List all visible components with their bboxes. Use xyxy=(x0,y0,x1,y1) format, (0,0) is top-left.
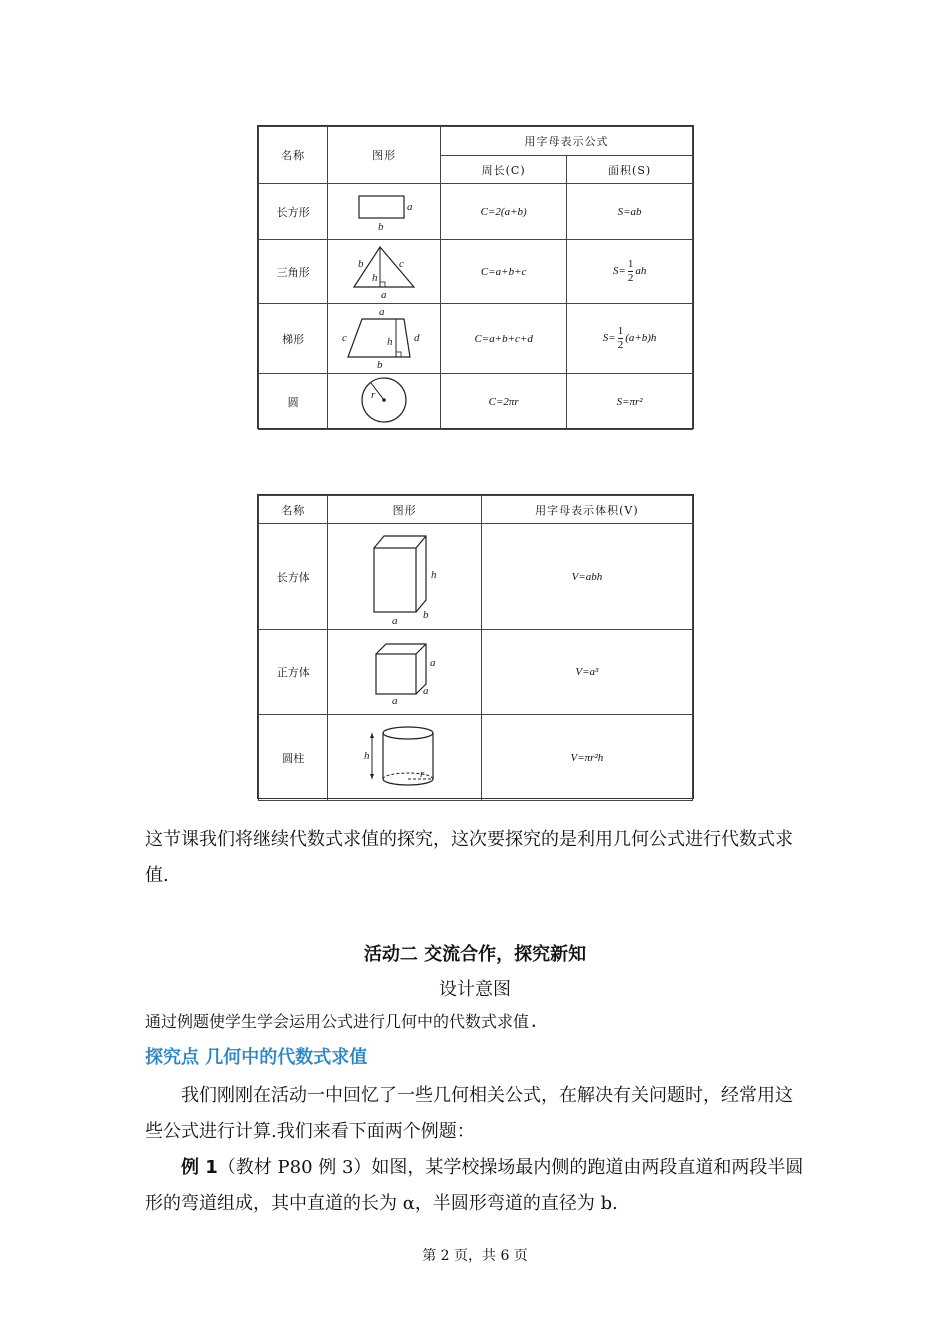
header-area: 面积(S) xyxy=(567,156,693,184)
svg-text:a: a xyxy=(429,656,436,669)
cuboid-figure xyxy=(328,524,481,630)
svg-text:h: h xyxy=(372,272,378,284)
row-name: 正方体 xyxy=(259,630,328,715)
area-formula: S=πr² xyxy=(567,374,693,430)
svg-text:h: h xyxy=(430,569,437,581)
formula-table-2d xyxy=(257,125,694,429)
explore-title: 探究点 几何中的代数式求值 xyxy=(145,1047,368,1068)
perimeter-formula: C=a+b+c+d xyxy=(441,304,567,374)
trapezoid-figure xyxy=(328,304,441,374)
svg-text:c: c xyxy=(399,258,405,270)
cube-figure xyxy=(328,630,481,715)
header-formula-group: 用字母表示公式 xyxy=(441,127,693,156)
row-name: 长方体 xyxy=(259,524,328,630)
volume-formula: V=a³ xyxy=(481,630,692,715)
table-row xyxy=(259,715,693,801)
header-figure: 图形 xyxy=(328,127,441,184)
svg-text:a: a xyxy=(381,289,387,301)
svg-text:a: a xyxy=(422,684,429,697)
svg-text:a: a xyxy=(379,306,385,318)
volume-formula: V=πr²h xyxy=(481,715,692,801)
svg-text:r: r xyxy=(419,768,424,780)
table-row xyxy=(259,240,693,304)
row-name: 圆 xyxy=(259,374,328,430)
perimeter-formula: C=a+b+c xyxy=(441,240,567,304)
circle-figure xyxy=(328,374,441,430)
activity-title: 活动二 交流合作，探究新知 xyxy=(363,944,587,965)
svg-text:a: a xyxy=(391,615,398,627)
svg-text:h: h xyxy=(387,336,393,348)
table-row xyxy=(259,184,693,240)
volume-table-3d xyxy=(257,494,694,799)
perimeter-formula: C=2πr xyxy=(441,374,567,430)
header-figure: 图形 xyxy=(328,496,481,524)
triangle-figure xyxy=(328,240,441,304)
svg-text:r: r xyxy=(371,389,376,401)
design-intent-label: 设计意图 xyxy=(439,979,511,1000)
svg-text:d: d xyxy=(414,332,420,344)
table-row xyxy=(259,374,693,430)
example-1-paragraph xyxy=(145,1150,810,1222)
table-row xyxy=(259,304,693,374)
row-name: 长方形 xyxy=(259,184,328,240)
table-row xyxy=(259,524,693,630)
perimeter-formula: C=2(a+b) xyxy=(441,184,567,240)
svg-text:h: h xyxy=(363,750,370,762)
header-perimeter: 周长(C) xyxy=(441,156,567,184)
area-formula: S=ab xyxy=(567,184,693,240)
intro-paragraph: 这节课我们将继续代数式求值的探究，这次要探究的是利用几何公式进行代数式求值. xyxy=(145,829,793,886)
design-intent-text: 通过例题使学生学会运用公式进行几何中的代数式求值. xyxy=(145,1012,539,1031)
area-formula: S= $\frac{1}{2}$ (a+b)h xyxy=(567,304,693,374)
svg-text:c: c xyxy=(342,332,348,344)
header-name: 名称 xyxy=(259,127,328,184)
row-name: 三角形 xyxy=(259,240,328,304)
area-formula: S= $\frac{1}{2}$ ah xyxy=(567,240,693,304)
svg-text:a: a xyxy=(391,694,398,707)
header-volume: 用字母表示体积(V) xyxy=(481,496,692,524)
row-name: 梯形 xyxy=(259,304,328,374)
svg-text:b: b xyxy=(377,359,383,371)
svg-text:b: b xyxy=(358,258,364,270)
volume-formula: V=abh xyxy=(481,524,692,630)
rectangle-figure xyxy=(328,184,441,240)
header-name: 名称 xyxy=(259,496,328,524)
svg-text:b: b xyxy=(378,221,384,233)
example-1-label: 例 1 xyxy=(181,1157,218,1178)
svg-text:b: b xyxy=(422,609,429,621)
table-row xyxy=(259,630,693,715)
page-footer: 第 2 页，共 6 页 xyxy=(422,1248,528,1264)
explore-paragraph: 我们刚刚在活动一中回忆了一些几何相关公式，在解决有关问题时，经常用这些公式进行计算.我们来看下面两个例题： xyxy=(145,1085,793,1142)
cylinder-figure xyxy=(328,715,481,801)
example-1-text: （教材 P80 例 3）如图，某学校操场最内侧的跑道由两段直道和两段半圆形的弯道组成，其中直道的长为 α，半圆形弯道的直径为 b. xyxy=(145,1157,804,1214)
row-name: 圆柱 xyxy=(259,715,328,801)
svg-text:a: a xyxy=(407,201,413,213)
